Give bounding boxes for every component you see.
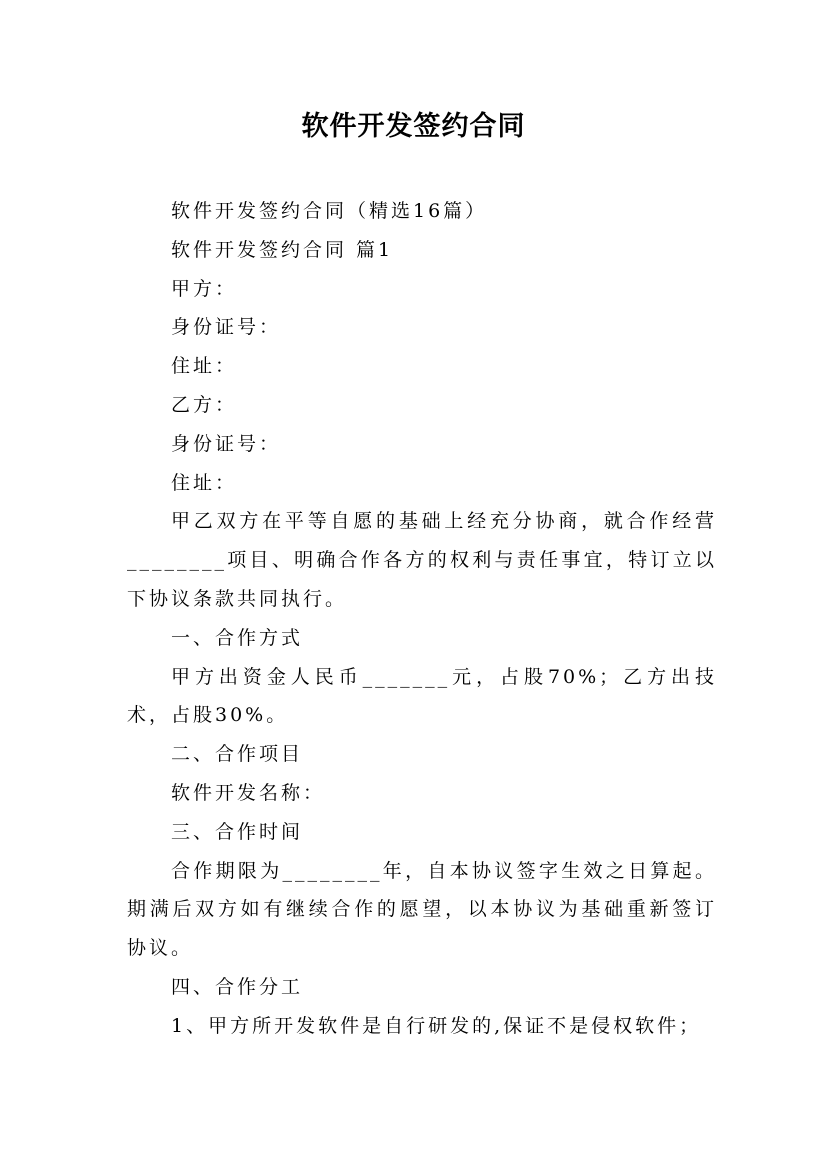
document-body — [127, 192, 717, 1046]
paragraph-heading-cooperation-project: 二、合作项目 — [171, 743, 304, 766]
paragraph-heading-cooperation-time: 三、合作时间 — [171, 820, 304, 843]
paragraph-clause-1: 1、甲方所开发软件是自行研发的,保证不是侵权软件； — [171, 1014, 702, 1037]
paragraph-preamble: 甲乙双方在平等自愿的基础上经充分协商，就合作经营________项目、明确合作各方的权利与责任事宜，特订立以下协议条款共同执行。 — [127, 510, 717, 610]
paragraph-subtitle: 软件开发签约合同（精选16篇） — [171, 200, 488, 222]
paragraph-investment: 甲方出资金人民币_______元，占股70%；乙方出技术，占股30%。 — [127, 665, 717, 727]
paragraph-party-b-id: 身份证号： — [171, 432, 282, 455]
paragraph-heading-division-of-work: 四、合作分工 — [171, 975, 304, 998]
document-title: 软件开发签约合同 — [301, 111, 526, 142]
paragraph-party-b: 乙方： — [171, 393, 238, 416]
paragraph-party-b-address: 住址： — [171, 471, 238, 494]
paragraph-term: 合作期限为________年，自本协议签字生效之日算起。期满后双方如有继续合作的愿望，以本协议为基础重新签订协议。 — [127, 859, 717, 960]
paragraph-party-a-id: 身份证号： — [171, 316, 282, 339]
paragraph-section-heading: 软件开发签约合同 篇1 — [171, 238, 394, 261]
paragraph-party-a: 甲方： — [171, 277, 238, 300]
paragraph-party-a-address: 住址： — [171, 355, 238, 378]
paragraph-heading-cooperation-method: 一、合作方式 — [171, 626, 304, 649]
paragraph-software-name: 软件开发名称： — [171, 781, 326, 804]
